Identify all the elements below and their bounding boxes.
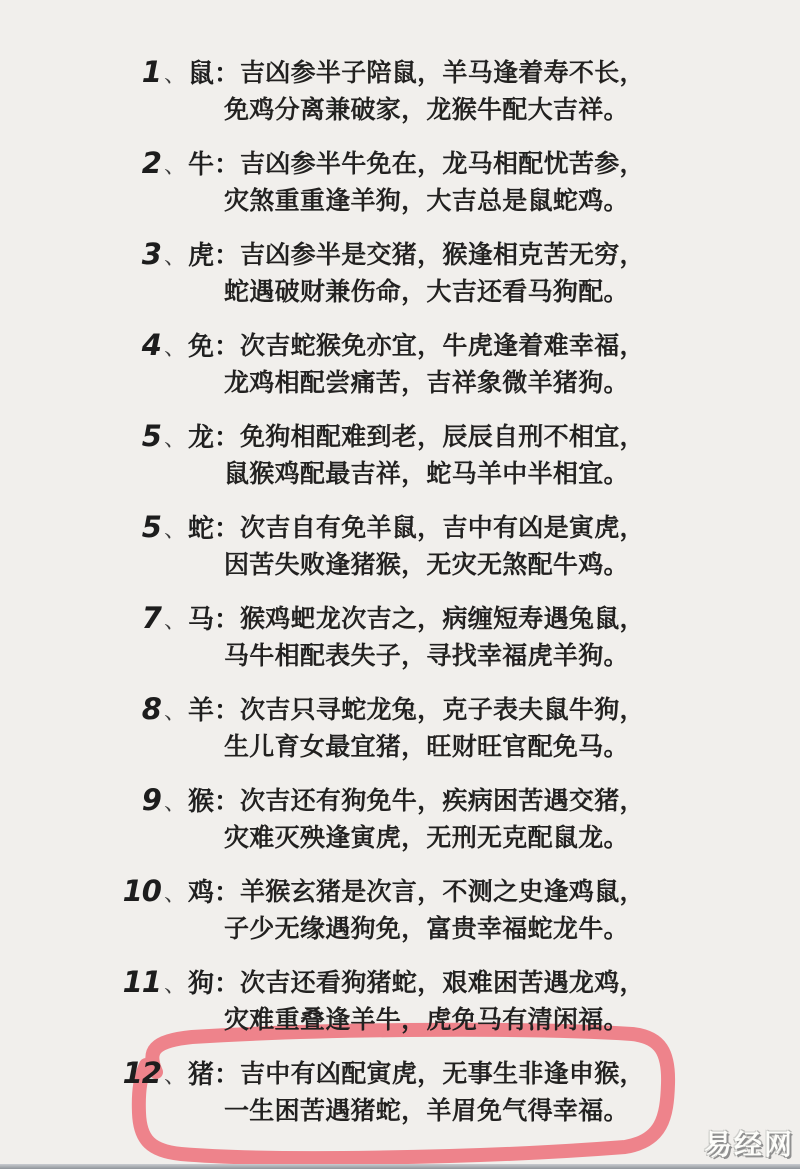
- verse-line-2: 马牛相配表失子，寻找幸福虎羊狗。: [224, 641, 629, 670]
- list-item: [0, 1055, 800, 1129]
- verse-block: [224, 54, 800, 128]
- verse-block: [224, 691, 800, 765]
- label-colon: ：: [213, 332, 240, 362]
- verse-line-1: 次吉还有狗免牛，疾病困苦遇交猪，: [240, 786, 645, 815]
- item-number: 2: [141, 146, 161, 180]
- list-item: [0, 600, 800, 674]
- verse-line-2: 一生困苦遇猪蛇，羊眉免气得幸福。: [224, 1096, 629, 1125]
- verse-line-1: 吉凶参半子陪鼠，羊马逢着寿不长，: [240, 58, 645, 87]
- item-number: 8: [141, 692, 161, 726]
- zodiac-animal-name: 免: [187, 332, 214, 362]
- item-label: [0, 691, 240, 765]
- item-number: 10: [122, 874, 161, 908]
- list-item: [0, 418, 800, 492]
- label-colon: ：: [213, 423, 240, 453]
- enumeration-mark: 、: [163, 427, 186, 452]
- verse-line-1: 免狗相配难到老，辰辰自刑不相宜，: [240, 422, 645, 451]
- verse-line-2: 因苦失败逢猪猴，无灾无煞配牛鸡。: [224, 550, 629, 579]
- enumeration-mark: 、: [163, 245, 186, 270]
- verse-block: [224, 964, 800, 1038]
- item-label: [0, 418, 240, 492]
- verse-line-1: 吉中有凶配寅虎，无事生非逢申猴，: [240, 1059, 645, 1088]
- verse-block: [224, 509, 800, 583]
- verse-line-2: 生儿育女最宜猪，旺财旺官配免马。: [224, 732, 629, 761]
- label-colon: ：: [213, 878, 240, 908]
- zodiac-animal-name: 狗: [187, 969, 214, 999]
- verse-line-1: 羊猴玄猪是次言，不测之史逢鸡鼠，: [240, 877, 645, 906]
- item-number: 7: [141, 601, 161, 635]
- verse-line-1: 次吉还看狗猪蛇，艰难困苦遇龙鸡，: [240, 968, 645, 997]
- label-colon: ：: [213, 969, 240, 999]
- enumeration-mark: 、: [163, 973, 186, 998]
- list-item: [0, 145, 800, 219]
- enumeration-mark: 、: [163, 518, 186, 543]
- verse-line-2: 灾难重叠逢羊牛，虎免马有清闲福。: [224, 1005, 629, 1034]
- item-label: [0, 1055, 240, 1129]
- verse-block: [224, 236, 800, 310]
- enumeration-mark: 、: [163, 63, 186, 88]
- page-bottom-edge: [0, 1164, 800, 1169]
- item-label: [0, 327, 240, 401]
- label-colon: ：: [213, 514, 240, 544]
- list-item: [0, 509, 800, 583]
- item-label: [0, 782, 240, 856]
- label-colon: ：: [213, 59, 240, 89]
- verse-line-2: 灾难灭殃逢寅虎，无刑无克配鼠龙。: [224, 823, 629, 852]
- item-label: [0, 145, 240, 219]
- zodiac-compatibility-list: [0, 54, 800, 1146]
- verse-line-1: 吉凶参半牛免在，龙马相配忧苦参，: [240, 149, 645, 178]
- verse-line-1: 次吉自有免羊鼠，吉中有凶是寅虎，: [240, 513, 645, 542]
- verse-block: [224, 145, 800, 219]
- label-colon: ：: [213, 605, 240, 635]
- list-item: [0, 964, 800, 1038]
- zodiac-animal-name: 虎: [187, 241, 214, 271]
- verse-block: [224, 418, 800, 492]
- enumeration-mark: 、: [163, 700, 186, 725]
- enumeration-mark: 、: [163, 882, 186, 907]
- item-label: [0, 54, 240, 128]
- item-label: [0, 873, 240, 947]
- item-number: 4: [141, 328, 161, 362]
- item-label: [0, 509, 240, 583]
- label-colon: ：: [213, 1060, 240, 1090]
- verse-block: [224, 782, 800, 856]
- verse-line-2: 龙鸡相配尝痛苦，吉祥象微羊猪狗。: [224, 368, 629, 397]
- label-colon: ：: [213, 696, 240, 726]
- enumeration-mark: 、: [163, 336, 186, 361]
- zodiac-animal-name: 羊: [187, 696, 214, 726]
- verse-block: [224, 1055, 800, 1129]
- list-item: [0, 54, 800, 128]
- zodiac-animal-name: 猪: [187, 1060, 214, 1090]
- item-number: 5: [141, 510, 161, 544]
- verse-block: [224, 873, 800, 947]
- zodiac-animal-name: 猴: [187, 787, 214, 817]
- list-item: [0, 691, 800, 765]
- enumeration-mark: 、: [163, 791, 186, 816]
- label-colon: ：: [213, 787, 240, 817]
- verse-line-2: 免鸡分离兼破家，龙猴牛配大吉祥。: [224, 95, 629, 124]
- list-item: [0, 873, 800, 947]
- label-colon: ：: [213, 241, 240, 271]
- list-item: [0, 236, 800, 310]
- item-number: 12: [122, 1056, 161, 1090]
- watermark-text: 易经网: [703, 1128, 794, 1161]
- item-number: 1: [141, 55, 161, 89]
- enumeration-mark: 、: [163, 609, 186, 634]
- enumeration-mark: 、: [163, 1064, 186, 1089]
- verse-line-1: 次吉只寻蛇龙兔，克子表夫鼠牛狗，: [240, 695, 645, 724]
- list-item: [0, 327, 800, 401]
- item-number: 11: [122, 965, 161, 999]
- item-label: [0, 964, 240, 1038]
- list-item: [0, 782, 800, 856]
- verse-line-2: 子少无缘遇狗免，富贵幸福蛇龙牛。: [224, 914, 629, 943]
- verse-line-1: 吉凶参半是交猪，猴逢相克苦无穷，: [240, 240, 645, 269]
- verse-line-2: 灾煞重重逢羊狗，大吉总是鼠蛇鸡。: [224, 186, 629, 215]
- verse-block: [224, 327, 800, 401]
- zodiac-animal-name: 龙: [187, 423, 214, 453]
- verse-line-2: 蛇遇破财兼伤命，大吉还看马狗配。: [224, 277, 629, 306]
- zodiac-animal-name: 牛: [187, 150, 214, 180]
- label-colon: ：: [213, 150, 240, 180]
- zodiac-animal-name: 马: [187, 605, 214, 635]
- item-number: 9: [141, 783, 161, 817]
- zodiac-animal-name: 鼠: [187, 59, 214, 89]
- zodiac-animal-name: 蛇: [187, 514, 214, 544]
- enumeration-mark: 、: [163, 154, 186, 179]
- item-label: [0, 600, 240, 674]
- verse-line-2: 鼠猴鸡配最吉祥，蛇马羊中半相宜。: [224, 459, 629, 488]
- verse-line-1: 猴鸡蚆龙次吉之，病缠短寿遇兔鼠，: [240, 604, 645, 633]
- item-number: 5: [141, 419, 161, 453]
- zodiac-animal-name: 鸡: [187, 878, 214, 908]
- verse-block: [224, 600, 800, 674]
- item-label: [0, 236, 240, 310]
- verse-line-1: 次吉蛇猴免亦宜，牛虎逢着难幸福，: [240, 331, 645, 360]
- item-number: 3: [141, 237, 161, 271]
